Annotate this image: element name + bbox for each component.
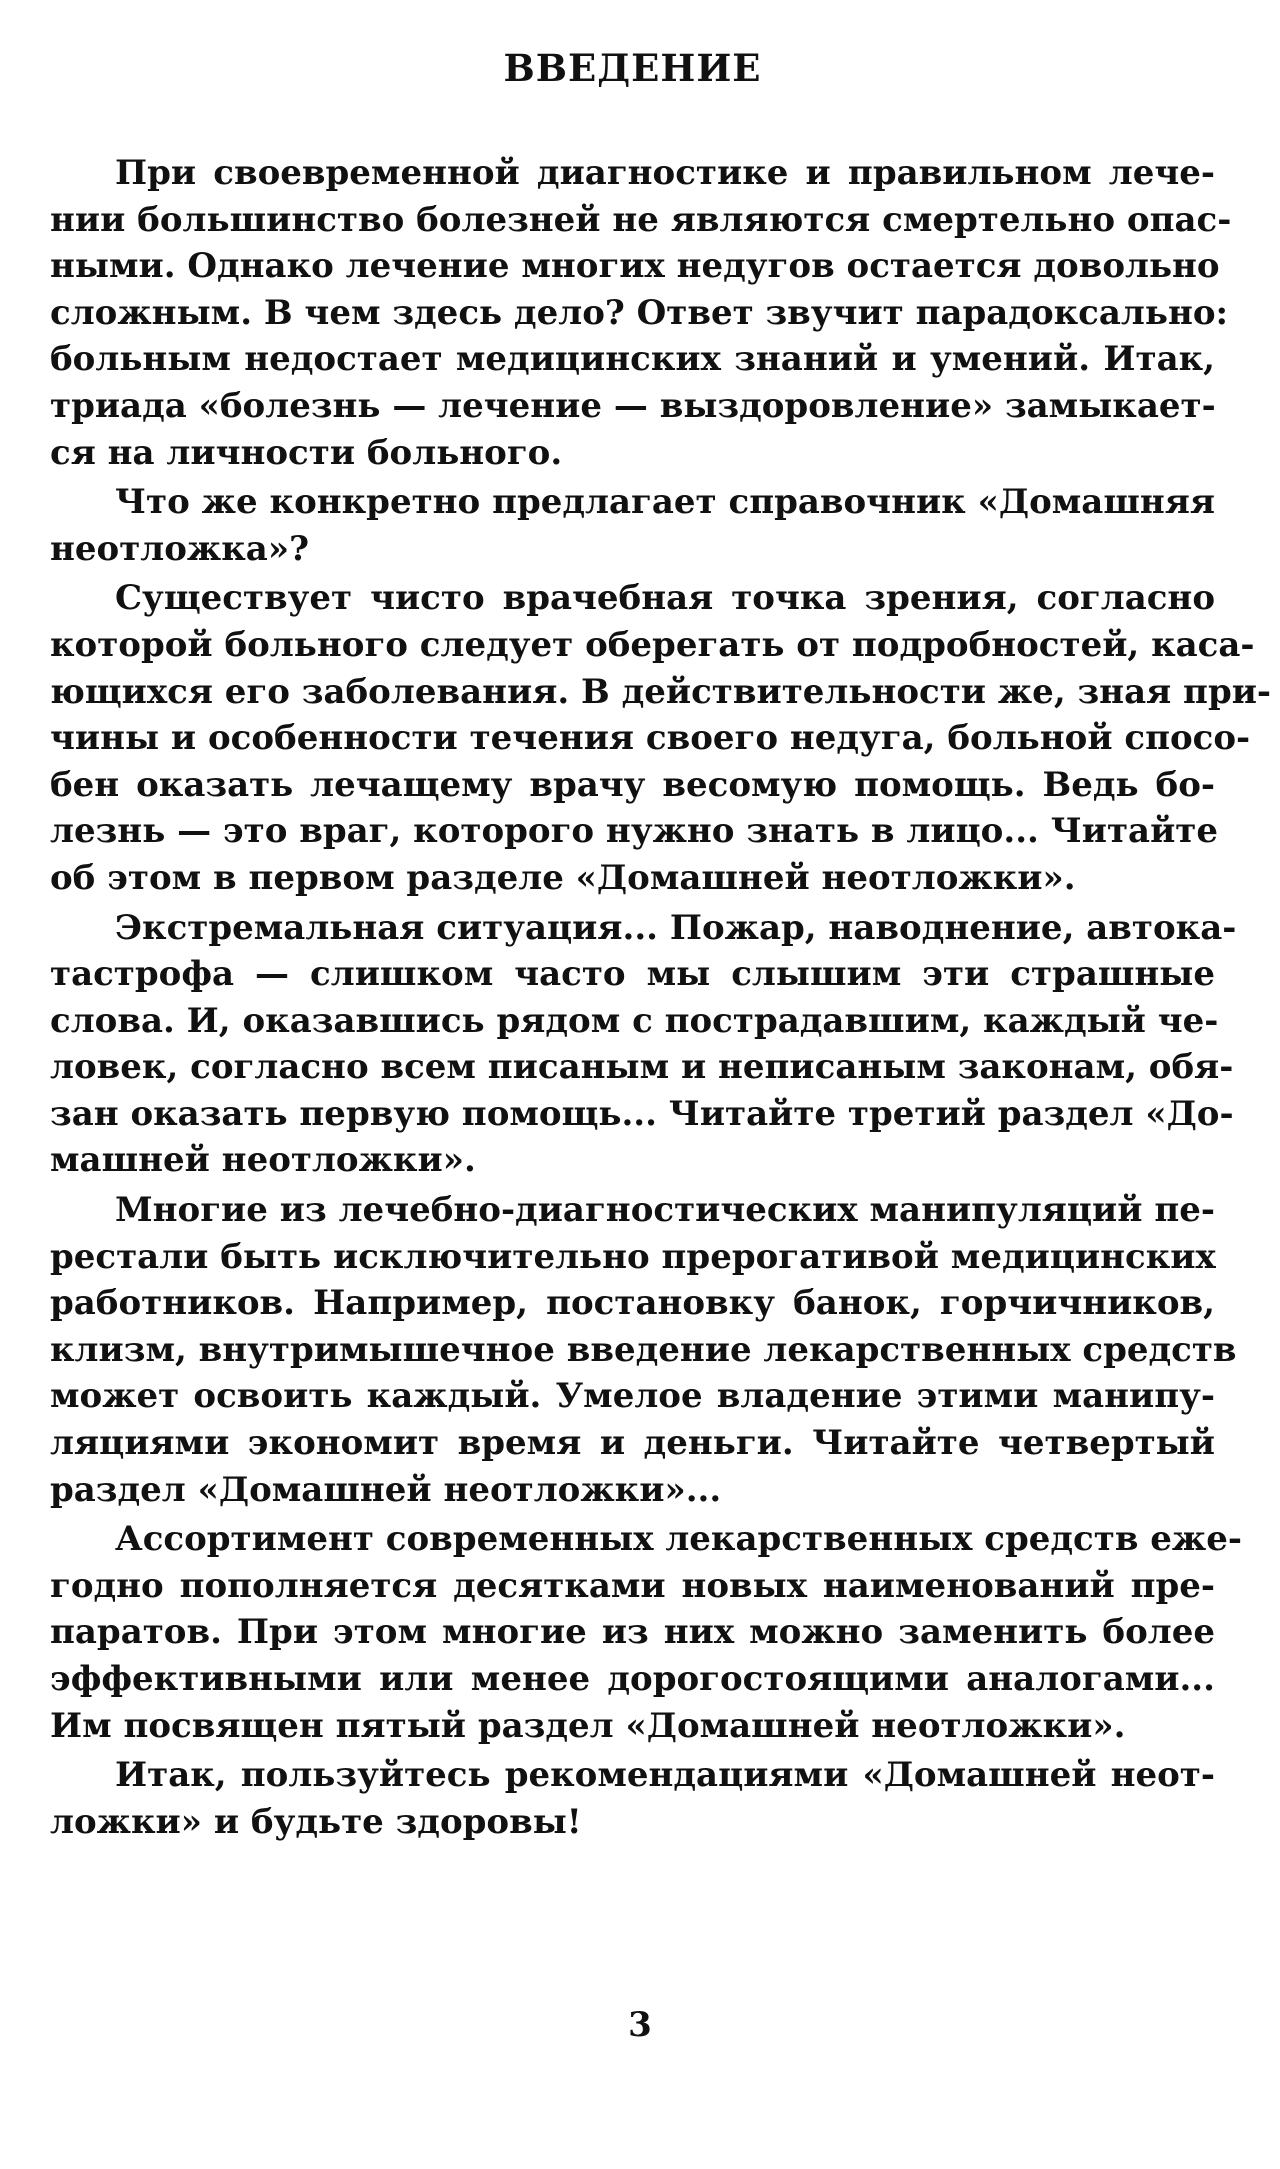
text-line: Существует чисто врачебная точка зрения, согласно (115, 578, 1215, 619)
text-line: Экстремальная ситуация... Пожар, наводнение, автока- (115, 907, 1237, 948)
text-line: ляциями экономит время и деньги. Читайте четвертый (50, 1423, 1215, 1464)
page-number: 3 (628, 2005, 652, 2045)
text-line: ющихся его заболевания. В действительности же, зная при- (50, 671, 1272, 712)
text-line: Ассортимент современных лекарственных средств еже- (115, 1519, 1242, 1560)
text-line: ся на личности больного. (50, 432, 563, 473)
text-line: триада «болезнь — лечение — выздоровление» замыкает- (50, 385, 1216, 426)
text-line: Итак, пользуйтесь рекомендациями «Домашней неот- (115, 1755, 1215, 1796)
text-line: которой больного следует оберегать от подробностей, каса- (50, 624, 1255, 665)
paragraph (50, 1752, 1215, 1845)
paragraph (50, 575, 1272, 901)
text-line: ными. Однако лечение многих недугов остается довольно (50, 246, 1220, 287)
text-line: машней неотложки». (50, 1140, 476, 1181)
text-line: об этом в первом разделе «Домашней неотложки». (50, 857, 1076, 898)
text-line: может освоить каждый. Умелое владение этими манипу- (50, 1376, 1215, 1417)
text-line: паратов. При этом многие из них можно заменить более (50, 1612, 1215, 1653)
text-line: неотложка»? (50, 528, 310, 569)
text-line: больным недостает медицинских знаний и умений. Итак, (50, 339, 1215, 380)
paragraph (50, 1187, 1237, 1513)
text-line: слова. И, оказавшись рядом с пострадавшим, каждый че- (50, 1000, 1219, 1041)
text-line: зан оказать первую помощь... Читайте третий раздел «До- (50, 1093, 1234, 1134)
text-line: Многие из лечебно-диагностических манипуляций пе- (115, 1190, 1215, 1231)
text-line: рестали быть исключительно прерогативой медицинских (50, 1236, 1216, 1277)
body-text (50, 150, 1272, 1845)
text-line: ловек, согласно всем писаным и неписаным законам, обя- (50, 1047, 1234, 1088)
text-line: сложным. В чем здесь дело? Ответ звучит парадоксально: (50, 292, 1229, 333)
paragraph (50, 479, 1215, 572)
paragraph (50, 905, 1237, 1185)
text-line: При своевременной диагностике и правильном лече- (115, 153, 1215, 193)
text-line: годно пополняется десятками новых наименований пре- (50, 1565, 1215, 1606)
text-line: лезнь — это враг, которого нужно знать в лицо... Читайте (50, 811, 1218, 852)
text-line: чины и особенности течения своего недуга, больной спосо- (50, 718, 1251, 759)
text-line: ложки» и будьте здоровы! (50, 1801, 582, 1842)
text-line: раздел «Домашней неотложки»... (50, 1469, 722, 1510)
text-line: Что же конкретно предлагает справочник «Домашняя (115, 482, 1215, 523)
text-line: клизм, внутримышечное введение лекарственных средств (50, 1329, 1237, 1370)
text-line: эффективными или менее дорогостоящими аналогами... (50, 1659, 1215, 1699)
paragraph (50, 150, 1232, 476)
book-page (50, 40, 1272, 2120)
text-line: тастрофа — слишком часто мы слышим эти страшные (50, 954, 1215, 995)
text-line: работников. Например, постановку банок, горчичников, (50, 1283, 1215, 1324)
chapter-heading: ВВЕДЕНИЕ (503, 46, 762, 90)
text-line: нии большинство болезней не являются смертельно опас- (50, 199, 1232, 240)
text-line: Им посвящен пятый раздел «Домашней неотложки». (50, 1705, 1126, 1746)
paragraph (50, 1516, 1242, 1749)
text-line: бен оказать лечащему врачу весомую помощь. Ведь бо- (50, 764, 1215, 805)
